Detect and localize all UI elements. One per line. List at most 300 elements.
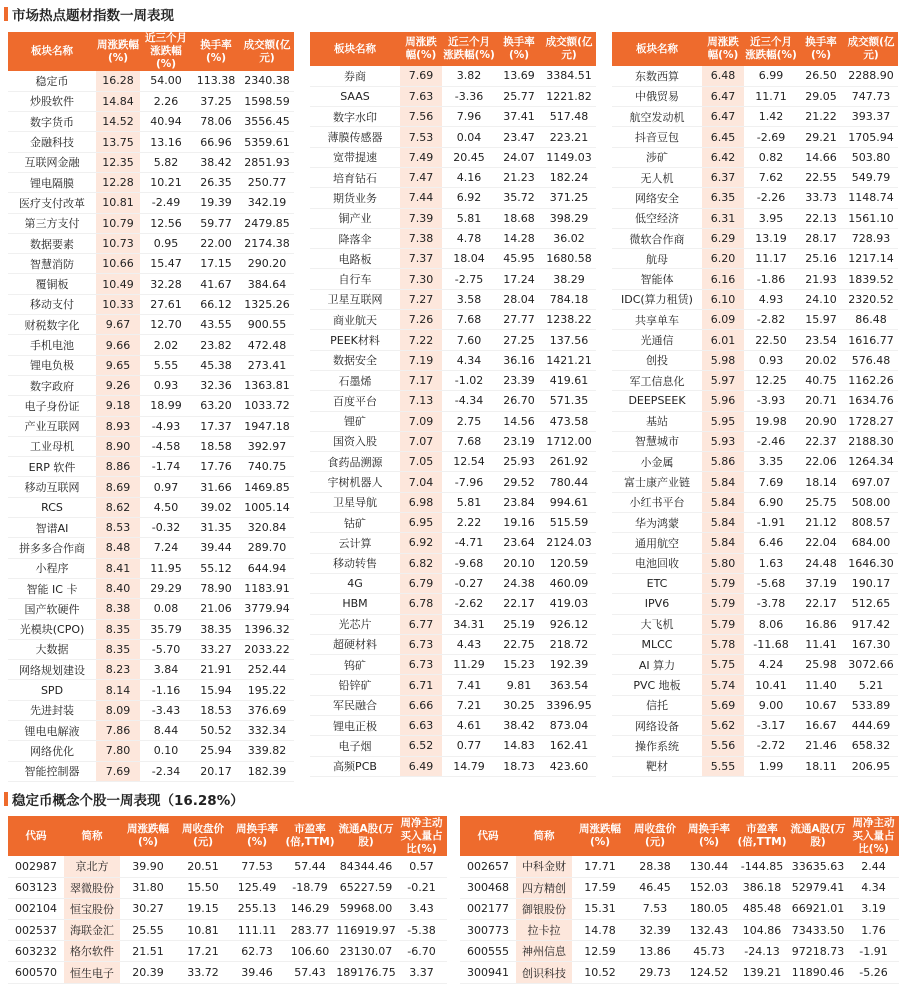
column-header: 市盈率(倍,TTM) [284, 816, 336, 856]
table-cell: 无人机 [612, 167, 702, 187]
title-accent-bar [4, 792, 8, 806]
column-header: 周涨跌幅(%) [120, 816, 176, 856]
table-cell: 23.82 [192, 335, 240, 355]
table-cell: 29.29 [140, 578, 192, 598]
table-cell: 4.78 [442, 228, 496, 248]
table-cell: -4.71 [442, 533, 496, 553]
table-cell: 大飞机 [612, 614, 702, 634]
header-row [310, 32, 596, 66]
table-cell: 工业母机 [8, 436, 96, 456]
table-cell: 小程序 [8, 558, 96, 578]
table-cell: 9.00 [744, 695, 798, 715]
table-row [310, 249, 596, 269]
table-cell: 高频PCB [310, 756, 400, 776]
table-row [8, 355, 294, 375]
table-row [8, 91, 294, 111]
table-cell: 四方精创 [516, 877, 572, 898]
stock-table-2 [460, 816, 899, 984]
table-cell: 132.43 [682, 920, 736, 941]
table-cell: 300468 [460, 877, 516, 898]
table-row [8, 761, 294, 781]
table-cell: 2124.03 [542, 533, 596, 553]
table-cell: 22.50 [744, 330, 798, 350]
table-cell: 涉矿 [612, 147, 702, 167]
sector-table-body [612, 66, 898, 776]
table-cell: 数字水印 [310, 107, 400, 127]
table-cell: 京北方 [64, 856, 120, 877]
table-cell: 11.41 [798, 634, 844, 654]
table-cell: 59.77 [192, 213, 240, 233]
table-cell: 7.60 [442, 330, 496, 350]
table-cell: 11.71 [744, 86, 798, 106]
sector-table-body [310, 66, 596, 776]
table-cell: 7.39 [400, 208, 442, 228]
table-cell: 206.95 [844, 756, 898, 776]
table-row [460, 962, 899, 983]
table-cell: 386.18 [736, 877, 788, 898]
table-cell: 6.82 [400, 553, 442, 573]
table-cell: 255.13 [230, 898, 284, 919]
table-cell: 137.56 [542, 330, 596, 350]
table-cell: 3.35 [744, 452, 798, 472]
table-cell: -0.32 [140, 518, 192, 538]
table-cell: 7.07 [400, 431, 442, 451]
table-cell: 8.86 [96, 457, 140, 477]
table-cell: 0.95 [140, 233, 192, 253]
table-row [8, 457, 294, 477]
column-header: 周收盘价(元) [176, 816, 230, 856]
table-cell: 6.47 [702, 107, 744, 127]
table-cell: 35.72 [496, 188, 542, 208]
table-cell: -3.78 [744, 594, 798, 614]
table-cell: 恒宝股份 [64, 898, 120, 919]
table-cell: 15.47 [140, 254, 192, 274]
table-cell: -1.16 [140, 680, 192, 700]
table-row [8, 578, 294, 598]
table-cell: 2288.90 [844, 66, 898, 86]
table-cell: 37.19 [798, 573, 844, 593]
table-cell: 12.25 [744, 370, 798, 390]
table-cell: 0.97 [140, 477, 192, 497]
table-cell: 7.62 [744, 167, 798, 187]
table-cell: 卫星导航 [310, 492, 400, 512]
table-cell: 7.27 [400, 289, 442, 309]
sector-table-2 [310, 32, 596, 777]
table-cell: 002104 [8, 898, 64, 919]
table-row [612, 513, 898, 533]
table-cell: 网络安全 [612, 188, 702, 208]
table-cell: 4.16 [442, 167, 496, 187]
table-row [612, 716, 898, 736]
table-cell: 信托 [612, 695, 702, 715]
table-row [612, 228, 898, 248]
table-cell: 5.55 [140, 355, 192, 375]
table-cell: 期货业务 [310, 188, 400, 208]
table-cell: -5.26 [848, 962, 899, 983]
table-cell: 65227.59 [336, 877, 396, 898]
table-cell: 15.23 [496, 655, 542, 675]
table-cell: -5.38 [396, 920, 447, 941]
table-cell: 13.86 [628, 941, 682, 962]
table-cell: 21.06 [192, 599, 240, 619]
table-cell: 57.43 [284, 962, 336, 983]
table-cell: 通用航空 [612, 533, 702, 553]
table-cell: 21.12 [798, 513, 844, 533]
table-cell: -3.93 [744, 391, 798, 411]
table-cell: 中科金财 [516, 856, 572, 877]
table-cell: 移动互联网 [8, 477, 96, 497]
table-row [310, 107, 596, 127]
table-cell: 52979.41 [788, 877, 848, 898]
table-cell: 17.15 [192, 254, 240, 274]
table-cell: 182.24 [542, 167, 596, 187]
column-header: 换手率(%) [496, 32, 542, 66]
table-cell: 332.34 [240, 721, 294, 741]
table-cell: 125.49 [230, 877, 284, 898]
table-cell: 162.41 [542, 736, 596, 756]
table-cell: 13.19 [744, 228, 798, 248]
table-cell: 光模块(CPO) [8, 619, 96, 639]
table-cell: IDC(算力租赁) [612, 289, 702, 309]
table-cell: 12.59 [572, 941, 628, 962]
table-cell: 10.52 [572, 962, 628, 983]
table-cell: 4.50 [140, 497, 192, 517]
table-cell: 20.02 [798, 350, 844, 370]
table-cell: 1712.00 [542, 431, 596, 451]
table-row [612, 695, 898, 715]
table-cell: 7.68 [442, 431, 496, 451]
table-cell: 25.16 [798, 249, 844, 269]
table-cell: 5.81 [442, 208, 496, 228]
table-cell: 29.73 [628, 962, 682, 983]
stock-table-header [460, 816, 899, 856]
table-cell: 54.00 [140, 71, 192, 91]
stock-table-header [8, 816, 447, 856]
table-row [8, 294, 294, 314]
table-row [310, 756, 596, 776]
table-cell: 32.36 [192, 375, 240, 395]
table-cell: 拼多多合作商 [8, 538, 96, 558]
table-row [8, 721, 294, 741]
table-cell: 20.10 [496, 553, 542, 573]
table-cell: -6.70 [396, 941, 447, 962]
table-cell: 603123 [8, 877, 64, 898]
table-row [8, 416, 294, 436]
table-cell: 数字政府 [8, 375, 96, 395]
table-cell: 中俄贸易 [612, 86, 702, 106]
table-row [612, 370, 898, 390]
table-cell: 卫星互联网 [310, 289, 400, 309]
table-cell: 747.73 [844, 86, 898, 106]
table-cell: 铜产业 [310, 208, 400, 228]
table-cell: 稳定币 [8, 71, 96, 91]
table-cell: 66.12 [192, 294, 240, 314]
table-cell: 25.55 [120, 920, 176, 941]
table-row [8, 898, 447, 919]
table-cell: 6.79 [400, 573, 442, 593]
table-cell: 1238.22 [542, 310, 596, 330]
column-header: 流通A股(万股) [336, 816, 396, 856]
table-cell: 抖音豆包 [612, 127, 702, 147]
table-cell: 1.99 [744, 756, 798, 776]
table-row [310, 533, 596, 553]
header-row [612, 32, 898, 66]
table-cell: 40.75 [798, 370, 844, 390]
table-row [310, 675, 596, 695]
table-cell: 1325.26 [240, 294, 294, 314]
table-cell: 460.09 [542, 573, 596, 593]
table-cell: -2.69 [744, 127, 798, 147]
table-cell: 2188.30 [844, 431, 898, 451]
table-cell: -2.46 [744, 431, 798, 451]
table-cell: 14.84 [96, 91, 140, 111]
table-cell: 6.46 [744, 533, 798, 553]
table-cell: 22.75 [496, 634, 542, 654]
table-row [310, 655, 596, 675]
table-cell: 27.77 [496, 310, 542, 330]
table-cell: 784.18 [542, 289, 596, 309]
table-cell: 6.63 [400, 716, 442, 736]
table-cell: 63.20 [192, 396, 240, 416]
table-cell: 5.62 [702, 716, 744, 736]
table-row [612, 167, 898, 187]
table-cell: 28.04 [496, 289, 542, 309]
table-cell: 5.98 [702, 350, 744, 370]
table-cell: 26.35 [192, 172, 240, 192]
table-cell: SPD [8, 680, 96, 700]
table-cell: 1839.52 [844, 269, 898, 289]
table-cell: 覆铜板 [8, 274, 96, 294]
table-cell: 503.80 [844, 147, 898, 167]
table-cell: 5.79 [702, 594, 744, 614]
table-cell: 7.96 [442, 107, 496, 127]
table-cell: 808.57 [844, 513, 898, 533]
table-cell: 29.21 [798, 127, 844, 147]
column-header: 近三个月涨跌幅(%) [140, 32, 192, 71]
table-cell: 39.90 [120, 856, 176, 877]
table-cell: 4.43 [442, 634, 496, 654]
table-cell: 20.71 [798, 391, 844, 411]
table-cell: 17.76 [192, 457, 240, 477]
table-cell: 1.42 [744, 107, 798, 127]
column-header: 成交额(亿元) [542, 32, 596, 66]
table-row [8, 477, 294, 497]
table-cell: 146.29 [284, 898, 336, 919]
table-row [612, 614, 898, 634]
title-accent-bar [4, 7, 8, 21]
table-row [310, 614, 596, 634]
table-cell: 11.17 [744, 249, 798, 269]
table-cell: 先进封装 [8, 700, 96, 720]
table-row [8, 660, 294, 680]
table-cell: 1.63 [744, 553, 798, 573]
table-cell: 23.47 [496, 127, 542, 147]
table-cell: 移动转售 [310, 553, 400, 573]
table-cell: 22.17 [496, 594, 542, 614]
table-cell: 商业航天 [310, 310, 400, 330]
table-cell: 371.25 [542, 188, 596, 208]
table-cell: 7.13 [400, 391, 442, 411]
table-row [612, 634, 898, 654]
table-cell: -0.21 [396, 877, 447, 898]
table-cell: 34.31 [442, 614, 496, 634]
table-cell: 基站 [612, 411, 702, 431]
table-cell: 7.09 [400, 411, 442, 431]
table-cell: 11.95 [140, 558, 192, 578]
table-cell: 0.08 [140, 599, 192, 619]
table-cell: 薄膜传感器 [310, 127, 400, 147]
table-cell: 512.65 [844, 594, 898, 614]
table-cell: 533.89 [844, 695, 898, 715]
table-cell: 14.83 [496, 736, 542, 756]
table-cell: 576.48 [844, 350, 898, 370]
table-row [310, 167, 596, 187]
table-cell: 10.66 [96, 254, 140, 274]
table-cell: 12.54 [442, 452, 496, 472]
table-cell: 6.20 [702, 249, 744, 269]
table-cell: -2.34 [140, 761, 192, 781]
table-row [310, 391, 596, 411]
table-cell: 8.23 [96, 660, 140, 680]
table-cell: 5.97 [702, 370, 744, 390]
table-cell: 644.94 [240, 558, 294, 578]
table-cell: 3.37 [396, 962, 447, 983]
column-header: 周涨跌幅(%) [96, 32, 140, 71]
table-row [8, 436, 294, 456]
table-row [310, 431, 596, 451]
table-cell: 10.81 [176, 920, 230, 941]
table-cell: -0.27 [442, 573, 496, 593]
table-row [310, 330, 596, 350]
table-cell: 1705.94 [844, 127, 898, 147]
table-cell: 23.54 [798, 330, 844, 350]
table-cell: 国资入股 [310, 431, 400, 451]
table-cell: 15.31 [572, 898, 628, 919]
table-cell: 智能体 [612, 269, 702, 289]
sector-table-body [8, 71, 294, 781]
table-cell: 17.24 [496, 269, 542, 289]
table-row [8, 254, 294, 274]
table-cell: 3072.66 [844, 655, 898, 675]
table-cell: -24.13 [736, 941, 788, 962]
table-row [8, 741, 294, 761]
table-cell: 智慧消防 [8, 254, 96, 274]
table-cell: 3779.94 [240, 599, 294, 619]
table-cell: 223.21 [542, 127, 596, 147]
table-cell: -4.58 [140, 436, 192, 456]
table-cell: 78.06 [192, 112, 240, 132]
table-cell: 180.05 [682, 898, 736, 919]
table-cell: -5.68 [744, 573, 798, 593]
table-cell: 17.21 [176, 941, 230, 962]
table-cell: 8.69 [96, 477, 140, 497]
table-cell: -3.36 [442, 86, 496, 106]
table-cell: 398.29 [542, 208, 596, 228]
sector-table-header [8, 32, 294, 71]
table-cell: 697.07 [844, 472, 898, 492]
table-cell: 73433.50 [788, 920, 848, 941]
table-cell: 002177 [460, 898, 516, 919]
table-cell: 7.19 [400, 350, 442, 370]
table-cell: 423.60 [542, 756, 596, 776]
table-cell: 5.86 [702, 452, 744, 472]
table-row [310, 147, 596, 167]
table-cell: 10.21 [140, 172, 192, 192]
table-cell: 数字货币 [8, 112, 96, 132]
table-row [612, 553, 898, 573]
table-row [8, 132, 294, 152]
table-cell: 517.48 [542, 107, 596, 127]
table-row [612, 86, 898, 106]
table-cell: 小金属 [612, 452, 702, 472]
table-cell: 操作系统 [612, 736, 702, 756]
table-row [612, 573, 898, 593]
sector-table-header [612, 32, 898, 66]
table-cell: 10.73 [96, 233, 140, 253]
table-cell: 6.35 [702, 188, 744, 208]
table-cell: 8.48 [96, 538, 140, 558]
table-cell: 252.44 [240, 660, 294, 680]
table-row [612, 533, 898, 553]
table-cell: 9.66 [96, 335, 140, 355]
table-cell: 1264.34 [844, 452, 898, 472]
table-cell: 900.55 [240, 315, 294, 335]
column-header: 简称 [64, 816, 120, 856]
table-cell: 6.45 [702, 127, 744, 147]
table-cell: 50.52 [192, 721, 240, 741]
table-cell: 926.12 [542, 614, 596, 634]
table-cell: 18.53 [192, 700, 240, 720]
table-cell: 290.20 [240, 254, 294, 274]
table-cell: 6.47 [702, 86, 744, 106]
table-cell: 29.05 [798, 86, 844, 106]
table-row [310, 86, 596, 106]
table-cell: 炒股软件 [8, 91, 96, 111]
table-row [460, 920, 899, 941]
table-cell: 7.30 [400, 269, 442, 289]
table-cell: 13.16 [140, 132, 192, 152]
table-cell: 2.26 [140, 91, 192, 111]
table-cell: 10.81 [96, 193, 140, 213]
table-cell: -2.62 [442, 594, 496, 614]
table-row [8, 700, 294, 720]
table-cell: 33.73 [798, 188, 844, 208]
table-cell: 23.19 [496, 431, 542, 451]
table-cell: 363.54 [542, 675, 596, 695]
table-cell: 0.77 [442, 736, 496, 756]
table-cell: 华为鸿蒙 [612, 513, 702, 533]
table-cell: -1.91 [744, 513, 798, 533]
table-cell: 384.64 [240, 274, 294, 294]
table-cell: 14.66 [798, 147, 844, 167]
table-row [612, 289, 898, 309]
column-header: 周净主动买入量占比(%) [848, 816, 899, 856]
table-row [612, 188, 898, 208]
table-cell: 195.22 [240, 680, 294, 700]
table-cell: 38.42 [496, 716, 542, 736]
table-cell: 钴矿 [310, 513, 400, 533]
table-row [8, 962, 447, 983]
table-cell: 111.11 [230, 920, 284, 941]
table-cell: 571.35 [542, 391, 596, 411]
table-cell: 微软合作商 [612, 228, 702, 248]
table-cell: 3384.51 [542, 66, 596, 86]
table-cell: 5.96 [702, 391, 744, 411]
section-title-stable-coin-stocks [4, 788, 244, 810]
table-cell: 10.41 [744, 675, 798, 695]
table-cell: 7.53 [400, 127, 442, 147]
table-cell: 17.59 [572, 877, 628, 898]
